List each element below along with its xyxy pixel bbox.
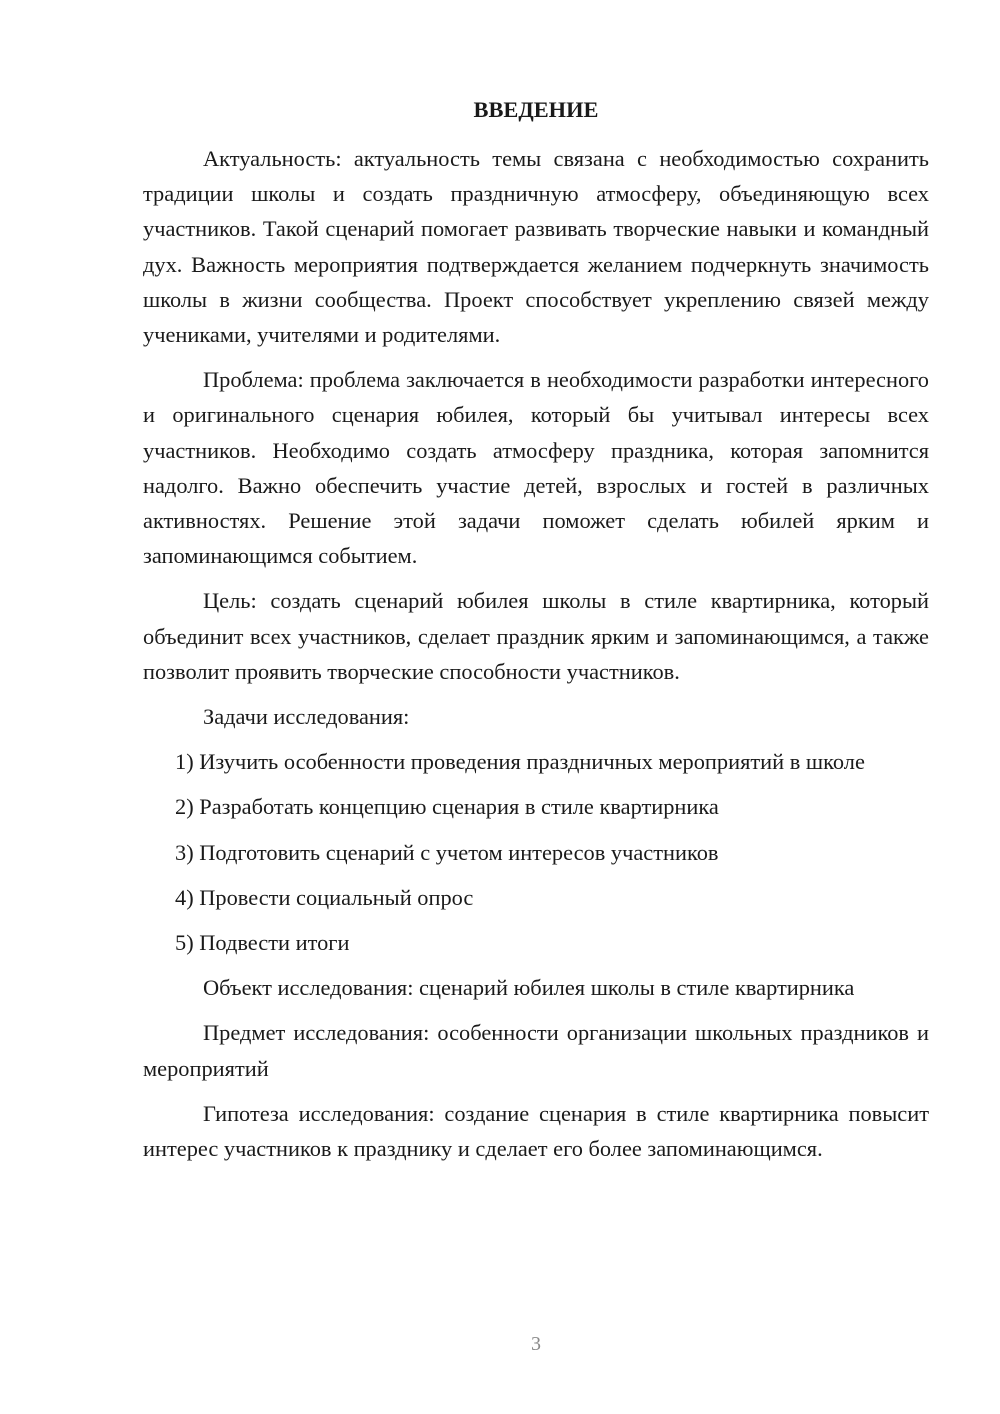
task-item-2: 2) Разработать концепцию сценария в стиле квартирника [175, 794, 719, 820]
task-item-1: 1) Изучить особенности проведения праздничных мероприятий в школе [175, 749, 865, 775]
document-body [143, 95, 929, 1176]
section-heading: ВВЕДЕНИЕ [473, 97, 599, 122]
task-item-3: 3) Подготовить сценарий с учетом интересов участников [175, 839, 719, 865]
task-item-4: 4) Провести социальный опрос [175, 884, 474, 910]
page-number: 3 [531, 1333, 541, 1355]
goal-paragraph: Цель: создать сценарий юбилея школы в стиле квартирника, который объединит всех участников, сделает праздник ярким и запоминающимся, а также позволит проявить творческие способности участников. [143, 588, 929, 684]
tasks-heading: Задачи исследования: [203, 704, 410, 730]
task-item-5: 5) Подвести итоги [175, 930, 350, 956]
hypothesis-paragraph: Гипотеза исследования: создание сценария в стиле квартирника повысит интерес участников к празднику и сделает его более запоминающимся. [143, 1100, 929, 1162]
relevance-paragraph: Актуальность: актуальность темы связана с необходимостью сохранить традиции школы и создать праздничную атмосферу, объединяющую всех участников. Такой сценарий помогает развивать творческие навыки и командный дух. Важность мероприятия подтверждается желанием подчеркнуть значимость школы в жизни сообщества. Проект способствует укреплению связей между учениками, учителями и родителями. [143, 146, 929, 348]
problem-paragraph: Проблема: проблема заключается в необходимости разработки интересного и оригинального сценария юбилея, который бы учитывал интересы всех участников. Необходимо создать атмосферу праздника, которая запомнится надолго. Важно обеспечить участие детей, взрослых и гостей в различных активностях. Решение этой задачи поможет сделать юбилей ярким и запоминающимся событием. [143, 367, 929, 569]
object-paragraph: Объект исследования: сценарий юбилея школы в стиле квартирника [203, 975, 855, 1001]
subject-paragraph: Предмет исследования: особенности организации школьных праздников и мероприятий [143, 1020, 929, 1081]
